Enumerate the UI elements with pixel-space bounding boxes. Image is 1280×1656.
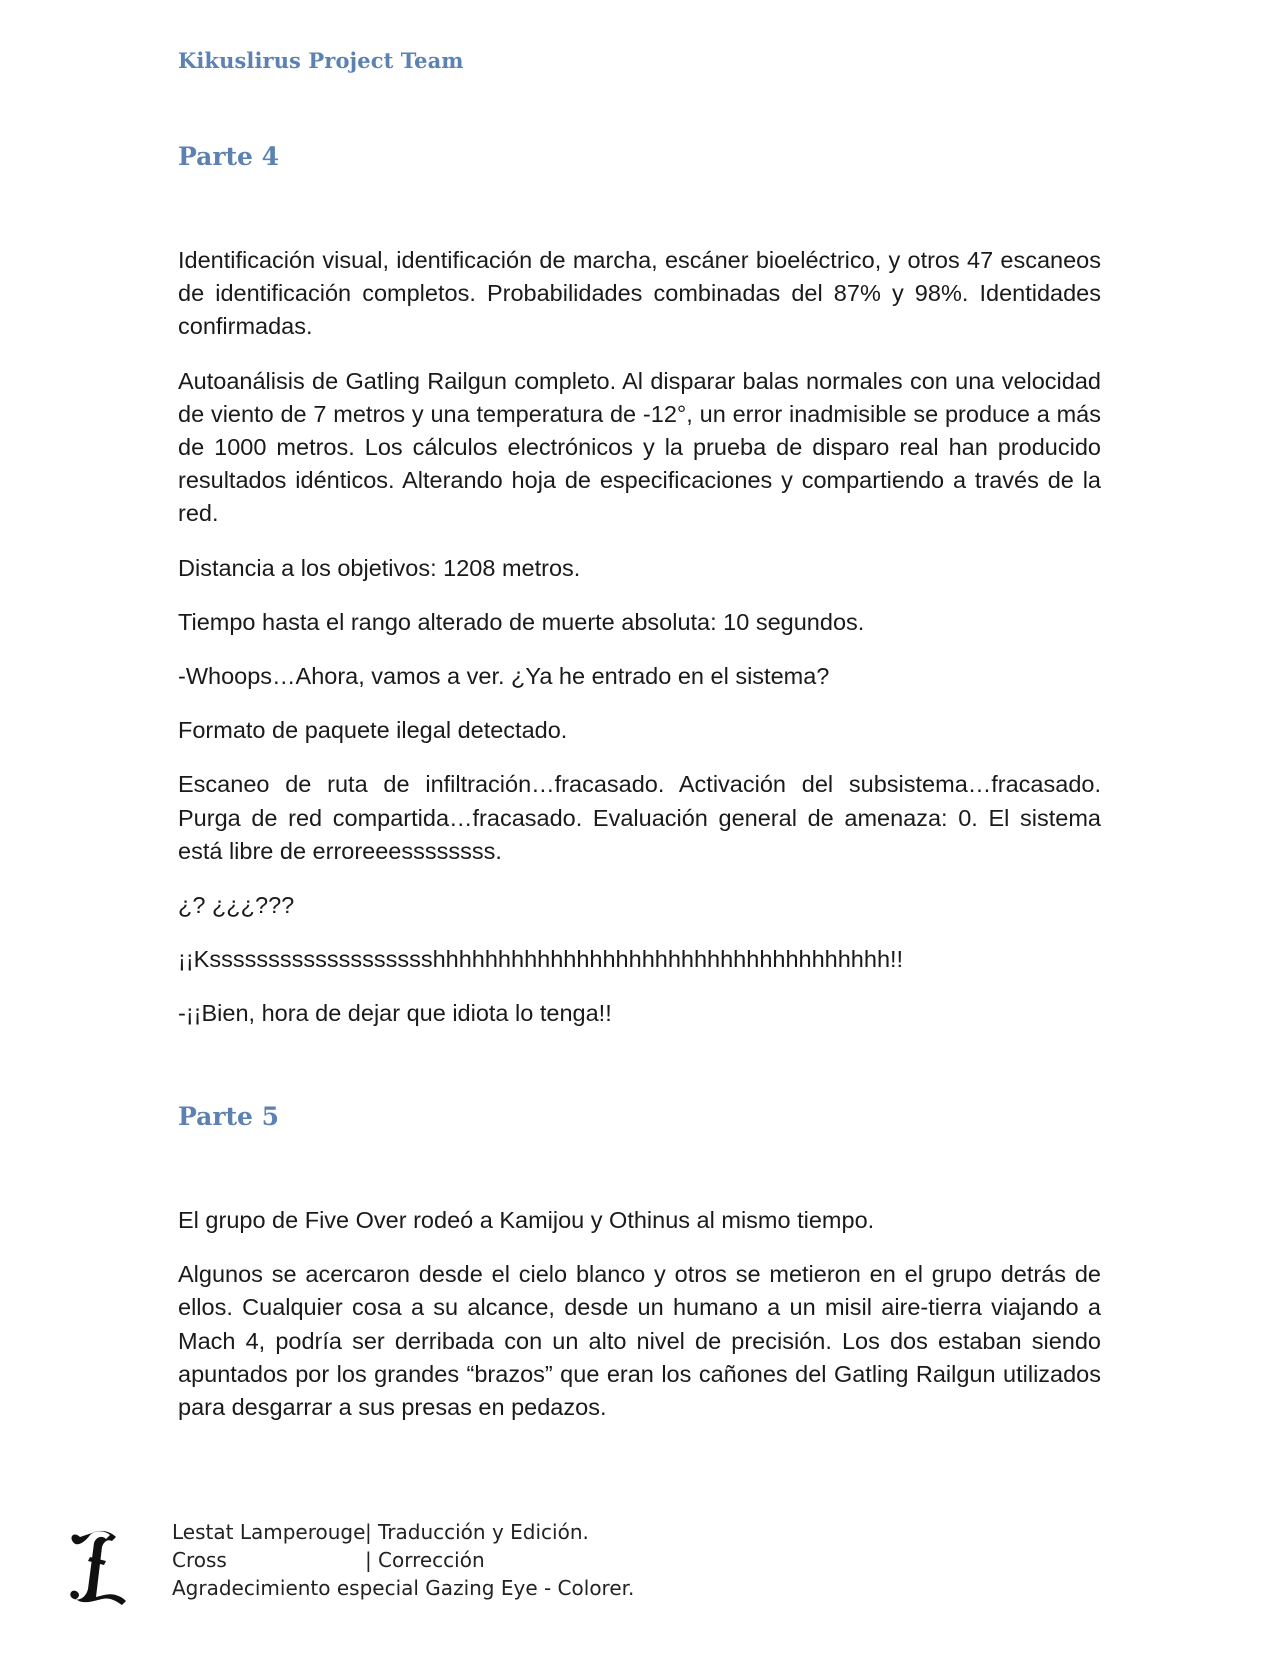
page-footer bbox=[0, 1515, 1280, 1625]
paragraph: Tiempo hasta el rango alterado de muerte absoluta: 10 segundos. bbox=[178, 608, 865, 635]
credit-separator: | bbox=[365, 1548, 372, 1572]
paragraph: Escaneo de ruta de infiltración…fracasado. Activación del subsistema…fracasado. Purga de red compartida…fracasado. Evaluación general de amenaza: 0. El sistema está libre de erroreeessssssss. bbox=[178, 771, 1101, 864]
credit-role: Corrección bbox=[378, 1548, 485, 1572]
paragraph: -Whoops…Ahora, vamos a ver. ¿Ya he entrado en el sistema? bbox=[178, 663, 830, 690]
credit-role: Traducción y Edición. bbox=[378, 1520, 589, 1544]
credit-row bbox=[172, 1518, 634, 1546]
section-heading-parte-4: Parte 4 bbox=[178, 142, 280, 171]
paragraph: Autoanálisis de Gatling Railgun completo. Al disparar balas normales con una velocidad de viento de 7 metros y una temperatura de -12°, un error inadmisible se produce a más de 1000 metros. Los cálculos electrónicos y la prueba de disparo real han producido resultados idénticos. Alterando hoja de especificaciones y compartiendo a través de la red. bbox=[178, 367, 1101, 527]
page-header-team: Kikuslirus Project Team bbox=[178, 48, 464, 73]
paragraph: ¿? ¿¿¿??? bbox=[178, 892, 295, 919]
section-body-parte-5 bbox=[178, 1204, 1101, 1445]
credit-row bbox=[172, 1546, 634, 1574]
credit-name: Cross bbox=[172, 1548, 227, 1572]
paragraph: Identificación visual, identificación de marcha, escáner bioeléctrico, y otros 47 escaneos de identificación completos. Probabilidades combinadas del 87% y 98%. Identidades confirmadas. bbox=[178, 247, 1101, 340]
paragraph: Distancia a los objetivos: 1208 metros. bbox=[178, 554, 581, 581]
paragraph: ¡¡Kssssssssssssssssssshhhhhhhhhhhhhhhhhhhhhhhhhhhhhhhhhhh!! bbox=[178, 946, 904, 973]
gothic-l-logo-icon bbox=[66, 1527, 128, 1611]
section-heading-parte-5: Parte 5 bbox=[178, 1102, 280, 1131]
footer-credits bbox=[172, 1518, 634, 1602]
credit-separator: | bbox=[365, 1520, 372, 1544]
paragraph: Algunos se acercaron desde el cielo blanco y otros se metieron en el grupo detrás de ellos. Cualquier cosa a su alcance, desde un humano a un misil aire-tierra viajando a Mach 4, podría ser derribada con un alto nivel de precisión. Los dos estaban siendo apuntados por los grandes “brazos” que eran los cañones del Gatling Railgun utilizados para desgarrar a sus presas en pedazos. bbox=[178, 1261, 1101, 1421]
paragraph: Formato de paquete ilegal detectado. bbox=[178, 717, 568, 744]
credit-name: Lestat Lamperouge bbox=[172, 1520, 366, 1544]
section-body-parte-4 bbox=[178, 244, 1101, 1052]
paragraph: -¡¡Bien, hora de dejar que idiota lo tenga!! bbox=[178, 1000, 612, 1027]
paragraph: El grupo de Five Over rodeó a Kamijou y Othinus al mismo tiempo. bbox=[178, 1207, 875, 1233]
special-thanks: Agradecimiento especial Gazing Eye - Colorer. bbox=[172, 1576, 635, 1600]
